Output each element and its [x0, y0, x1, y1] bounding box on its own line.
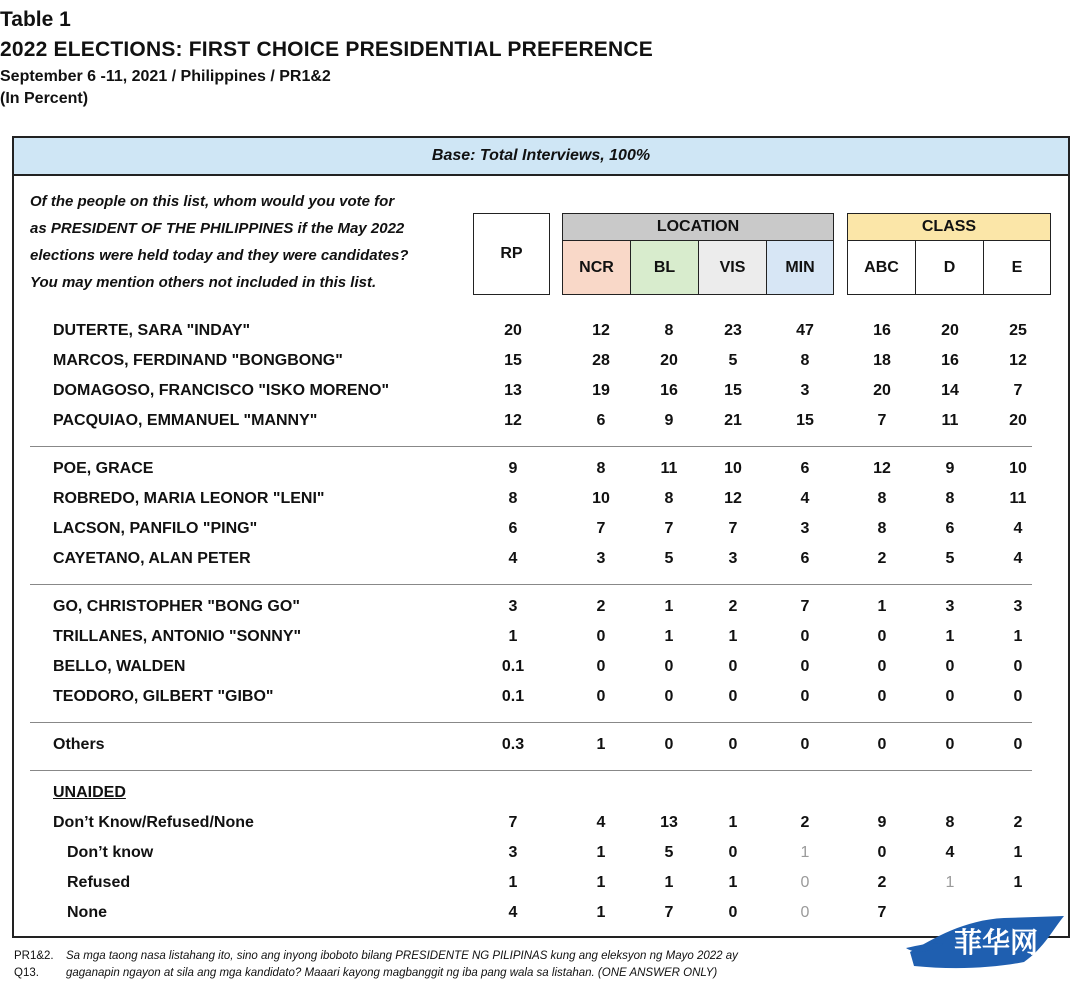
- table-cell: 0: [877, 736, 887, 753]
- table-cell: 12: [592, 322, 610, 339]
- table-cell: 3: [800, 520, 810, 537]
- table-cell: 2: [728, 598, 738, 615]
- table-cell: 0: [945, 736, 955, 753]
- table-cell: 0: [877, 688, 887, 705]
- table-cell: 7: [877, 904, 887, 921]
- col-header-vis: VIS: [698, 240, 767, 295]
- table-cell: 1: [728, 814, 738, 831]
- table-cell: 7: [508, 814, 518, 831]
- question-line: elections were held today and they were candidates?: [30, 247, 409, 264]
- table-cell: 14: [941, 382, 959, 399]
- table-cell: 9: [664, 412, 674, 429]
- col-header-abc: ABC: [847, 240, 916, 295]
- table-cell: 7: [664, 904, 674, 921]
- table-cell: 13: [660, 814, 678, 831]
- table-cell: 12: [1009, 352, 1027, 369]
- table-cell: 0: [800, 736, 810, 753]
- table-cell: 1: [800, 844, 810, 861]
- table-cell: 0: [800, 688, 810, 705]
- table-cell: 9: [945, 460, 955, 477]
- table-cell: 1: [596, 874, 606, 891]
- table-cell: 8: [800, 352, 810, 369]
- table-cell: 0: [1013, 688, 1023, 705]
- row-label: DOMAGOSO, FRANCISCO "ISKO MORENO": [53, 382, 390, 399]
- table-cell: 11: [941, 412, 959, 429]
- table-cell: 0: [728, 688, 738, 705]
- table-cell: 21: [724, 412, 742, 429]
- table-cell: 4: [508, 904, 518, 921]
- row-separator: [30, 770, 1032, 771]
- row-label: POE, GRACE: [53, 460, 154, 477]
- table-cell: 8: [945, 814, 955, 831]
- table-cell: 3: [596, 550, 606, 567]
- row-label: GO, CHRISTOPHER "BONG GO": [53, 598, 300, 615]
- table-cell: 25: [1009, 322, 1027, 339]
- table-cell: 9: [877, 814, 887, 831]
- footnote-code: PR1&2.: [14, 950, 54, 962]
- table-cell: 7: [728, 520, 738, 537]
- row-label: LACSON, PANFILO "PING": [53, 520, 258, 537]
- table-cell: 4: [1013, 550, 1023, 567]
- footnote-text: Sa mga taong nasa listahang ito, sino ang inyong iboboto bilang PRESIDENTE NG PILIPINAS kung ang eleksyon ng Mayo 2022 ay: [66, 950, 738, 962]
- table-cell: 0: [596, 688, 606, 705]
- table-cell: 12: [724, 490, 742, 507]
- col-header-rp: RP: [473, 213, 550, 295]
- table-cell: 0: [1013, 658, 1023, 675]
- question-text: [30, 188, 470, 296]
- row-label: ROBREDO, MARIA LEONOR "LENI": [53, 490, 325, 507]
- table-cell: 0: [728, 904, 738, 921]
- row-label: CAYETANO, ALAN PETER: [53, 550, 251, 567]
- col-header-d: D: [915, 240, 984, 295]
- table-cell: 6: [508, 520, 518, 537]
- table-cell: 7: [664, 520, 674, 537]
- table-cell: 3: [508, 844, 518, 861]
- table-label: Table 1: [0, 8, 71, 31]
- table-cell: 2: [800, 814, 810, 831]
- table-cell: 5: [728, 352, 738, 369]
- table-cell: 12: [873, 460, 891, 477]
- table-cell: 1: [596, 736, 606, 753]
- table-cell: 1: [877, 598, 887, 615]
- table-cell: 1: [664, 628, 674, 645]
- table-cell: 13: [504, 382, 522, 399]
- table-cell: 23: [724, 322, 742, 339]
- table-cell: 6: [945, 520, 955, 537]
- table-cell: 4: [596, 814, 606, 831]
- row-label: Don’t know: [67, 844, 154, 861]
- table-cell: 10: [724, 460, 742, 477]
- table-cell: 20: [941, 322, 959, 339]
- table-cell: 0: [664, 658, 674, 675]
- row-label: TRILLANES, ANTONIO "SONNY": [53, 628, 302, 645]
- table-cell: 2: [877, 874, 887, 891]
- table-cell: 20: [504, 322, 522, 339]
- table-title: 2022 ELECTIONS: FIRST CHOICE PRESIDENTIAL PREFERENCE: [0, 38, 653, 61]
- table-cell: 1: [596, 904, 606, 921]
- table-cell: 4: [945, 844, 955, 861]
- row-separator: [30, 446, 1032, 447]
- table-cell: 3: [728, 550, 738, 567]
- table-cell: 8: [877, 520, 887, 537]
- table-cell: 47: [796, 322, 814, 339]
- row-label: BELLO, WALDEN: [53, 658, 186, 675]
- base-bar: Base: Total Interviews, 100%: [14, 138, 1068, 176]
- table-cell: 5: [664, 844, 674, 861]
- table-cell: 1: [508, 874, 518, 891]
- table-cell: 1: [1013, 844, 1023, 861]
- table-cell: 1: [945, 874, 955, 891]
- table-cell: 7: [877, 412, 887, 429]
- table-cell: 1: [596, 844, 606, 861]
- table-cell: 2: [877, 550, 887, 567]
- table-cell: 7: [1013, 382, 1023, 399]
- table-cell: 0: [877, 844, 887, 861]
- table-cell: 6: [800, 550, 810, 567]
- question-line: Of the people on this list, whom would you vote for: [30, 193, 395, 210]
- table-cell: 11: [660, 460, 678, 477]
- table-cell: 0.3: [501, 736, 525, 753]
- row-label: Don’t Know/Refused/None: [53, 814, 254, 831]
- table-cell: 0: [664, 688, 674, 705]
- table-cell: 0: [945, 688, 955, 705]
- table-cell: 20: [873, 382, 891, 399]
- table-cell: 8: [945, 490, 955, 507]
- table-cell: 28: [592, 352, 610, 369]
- table-cell: 10: [592, 490, 610, 507]
- table-cell: 7: [596, 520, 606, 537]
- table-cell: 15: [796, 412, 814, 429]
- table-cell: 16: [873, 322, 891, 339]
- row-label: TEODORO, GILBERT "GIBO": [53, 688, 274, 705]
- row-label: DUTERTE, SARA "INDAY": [53, 322, 251, 339]
- table-cell: 19: [592, 382, 610, 399]
- question-line: You may mention others not included in this list.: [30, 274, 377, 291]
- table-cell: 0: [596, 658, 606, 675]
- col-header-bl: BL: [630, 240, 699, 295]
- table-cell: 0: [800, 874, 810, 891]
- table-cell: 0: [728, 844, 738, 861]
- table-cell: 4: [800, 490, 810, 507]
- watermark-text: 菲华网: [953, 926, 1039, 959]
- question-line: as PRESIDENT OF THE PHILIPPINES if the May 2022: [30, 220, 405, 237]
- table-cell: 1: [1013, 874, 1023, 891]
- table-cell: 0.1: [501, 688, 525, 705]
- table-cell: 0: [800, 658, 810, 675]
- table-cell: 0: [596, 628, 606, 645]
- table-cell: 1: [508, 628, 518, 645]
- table-cell: 1: [664, 598, 674, 615]
- table-cell: 0: [728, 736, 738, 753]
- table-cell: 3: [1013, 598, 1023, 615]
- table-cell: 5: [664, 550, 674, 567]
- section-label-unaided: UNAIDED: [53, 784, 126, 801]
- table-cell: 8: [596, 460, 606, 477]
- table-cell: 18: [873, 352, 891, 369]
- table-cell: 0: [877, 658, 887, 675]
- table-cell: 5: [945, 550, 955, 567]
- row-separator: [30, 722, 1032, 723]
- table-cell: 8: [664, 322, 674, 339]
- group-header-class: CLASS: [847, 213, 1051, 241]
- table-cell: 8: [877, 490, 887, 507]
- footnote-line: [14, 950, 738, 962]
- table-cell: 0: [877, 628, 887, 645]
- table-cell: 1: [945, 628, 955, 645]
- table-cell: 11: [1009, 490, 1027, 507]
- table-cell: 8: [664, 490, 674, 507]
- col-header-e: E: [983, 240, 1051, 295]
- table-subtitle: September 6 -11, 2021 / Philippines / PR1&2: [0, 68, 331, 85]
- table-cell: 3: [800, 382, 810, 399]
- table-cell: 12: [504, 412, 522, 429]
- col-header-ncr: NCR: [562, 240, 631, 295]
- table-cell: 2: [1013, 814, 1023, 831]
- footnote-code: Q13.: [14, 967, 39, 979]
- table-cell: 6: [596, 412, 606, 429]
- table-cell: 0: [728, 658, 738, 675]
- table-unit: (In Percent): [0, 90, 89, 107]
- row-label: PACQUIAO, EMMANUEL "MANNY": [53, 412, 318, 429]
- table-cell: 1: [1013, 628, 1023, 645]
- table-cell: 0: [945, 658, 955, 675]
- table-cell: 0: [664, 736, 674, 753]
- table-cell: 1: [728, 628, 738, 645]
- footnote-text: gaganapin ngayon at sila ang mga kandidato? Maaari kayong magbanggit ng iba pang wala sa listahan. (ONE ANSWER ONLY): [66, 967, 718, 979]
- table-cell: 8: [508, 490, 518, 507]
- table-cell: 10: [1009, 460, 1027, 477]
- table-cell: 0: [800, 904, 810, 921]
- table-cell: 1: [728, 874, 738, 891]
- table-cell: 15: [724, 382, 742, 399]
- row-label: Refused: [67, 874, 131, 891]
- row-label: MARCOS, FERDINAND "BONGBONG": [53, 352, 343, 369]
- row-separator: [30, 584, 1032, 585]
- group-header-location: LOCATION: [562, 213, 834, 241]
- table-cell: 0: [800, 628, 810, 645]
- table-cell: 3: [945, 598, 955, 615]
- watermark-badge-icon: [904, 908, 1072, 974]
- footnote-line: [14, 967, 717, 979]
- table-cell: 7: [800, 598, 810, 615]
- col-header-min: MIN: [766, 240, 834, 295]
- table-cell: 16: [660, 382, 678, 399]
- table-cell: 2: [596, 598, 606, 615]
- row-label: Others: [53, 736, 105, 753]
- table-cell: 4: [508, 550, 518, 567]
- table-cell: 0.1: [501, 658, 525, 675]
- table-cell: 0: [1013, 736, 1023, 753]
- table-cell: 20: [1009, 412, 1027, 429]
- row-label: None: [67, 904, 107, 921]
- table-cell: 6: [800, 460, 810, 477]
- table-cell: 9: [508, 460, 518, 477]
- table-cell: 20: [660, 352, 678, 369]
- table-cell: 16: [941, 352, 959, 369]
- table-cell: 15: [504, 352, 522, 369]
- table-cell: 1: [664, 874, 674, 891]
- table-cell: 3: [508, 598, 518, 615]
- table-cell: 4: [1013, 520, 1023, 537]
